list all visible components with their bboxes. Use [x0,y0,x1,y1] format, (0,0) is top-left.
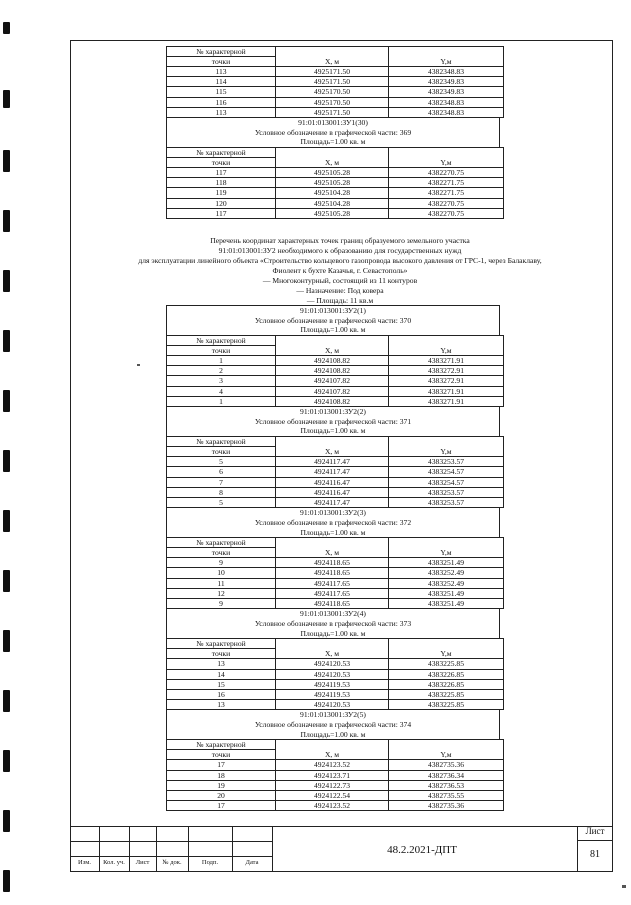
point-id: 115 [167,87,276,97]
table-row [167,396,504,406]
table-row [167,599,504,609]
table-row [167,188,504,198]
intro-line: Перечень координат характерных точек границ образуемого земельного участка [210,236,470,245]
table-row [167,467,504,477]
table-row [167,457,504,467]
table-row [167,477,504,487]
y-value: 4382271.75 [389,188,504,198]
y-value: 4382271.75 [389,178,504,188]
table-row [167,689,504,699]
contour-designation: Условное обозначение в графической части: 370 [254,315,412,325]
x-value: 4924117.65 [276,588,389,598]
parcel-description [120,236,560,306]
point-id: 11 [167,578,276,588]
y-header: Y,м [389,538,504,558]
point-header-2: точки [167,346,276,356]
coord-table [166,436,504,508]
y-value: 4383271.91 [389,356,504,366]
stamp-label-signature: Подп. [201,859,219,866]
x-value: 4924120.53 [276,669,389,679]
point-id: 13 [167,700,276,710]
contour-id: 91:01:013001:ЗУ2(5) [300,710,366,720]
stamp-grid-line [70,856,272,857]
point-header: № характерной [167,639,276,649]
x-value: 4924117.47 [276,467,389,477]
x-value: 4925105.28 [276,178,389,188]
stamp-label-docnum: № док. [162,859,182,866]
point-id: 114 [167,77,276,87]
y-header: Y,м [389,148,504,168]
table-row [167,67,504,77]
y-value: 4383253.57 [389,457,504,467]
x-value: 4925104.28 [276,198,389,208]
table-row [167,790,504,800]
y-value: 4383254.57 [389,467,504,477]
point-header: № характерной [167,740,276,750]
contour-tables [166,305,500,811]
y-value: 4383272.91 [389,376,504,386]
contour-area: Площадь=1.00 кв. м [300,628,366,638]
intro-line: Фиолент к бухте Казачья, г. Севастополь» [272,266,408,275]
point-header-2: точки [167,158,276,168]
x-value: 4924123.52 [276,760,389,770]
contour-caption [166,508,500,537]
x-value: 4924116.47 [276,487,389,497]
point-id: 20 [167,790,276,800]
x-value: 4924108.82 [276,396,389,406]
intro-line: для эксплуатации линейного объекта «Строительство кольцевого газопровода высокого давления от ГРС-1, через Балаклаву, [138,256,542,265]
contour-area: Площадь=1.00 кв. м [300,729,366,739]
intro-line: — Площадь: 11 кв.м [306,296,374,305]
table-row [167,97,504,107]
x-value: 4924122.54 [276,790,389,800]
x-value: 4924117.47 [276,497,389,507]
y-value: 4382270.75 [389,198,504,208]
point-header-2: точки [167,57,276,67]
point-id: 17 [167,801,276,811]
y-header: Y,м [389,47,504,67]
point-id: 13 [167,659,276,669]
y-value: 4382736.34 [389,770,504,780]
y-value: 4382735.55 [389,790,504,800]
sheet-number: 81 [590,849,600,860]
point-id: 2 [167,366,276,376]
table-row [167,87,504,97]
table-row [167,487,504,497]
table-row [167,578,504,588]
point-id: 15 [167,679,276,689]
x-value: 4924118.65 [276,568,389,578]
table-row [167,107,504,117]
y-value: 4383225.85 [389,700,504,710]
y-header: Y,м [389,437,504,457]
coord-table [166,46,504,118]
x-value: 4924123.52 [276,801,389,811]
x-value: 4924120.53 [276,659,389,669]
table-row [167,366,504,376]
y-value: 4383226.85 [389,669,504,679]
y-value: 4383251.49 [389,599,504,609]
point-id: 119 [167,188,276,198]
x-value: 4924123.71 [276,770,389,780]
x-value: 4924117.47 [276,457,389,467]
binder-mark [3,690,10,712]
point-id: 113 [167,107,276,117]
binder-mark [3,510,10,532]
coord-table [166,638,504,710]
point-id: 17 [167,760,276,770]
point-id: 7 [167,477,276,487]
sheet-label: Лист [585,826,605,836]
y-header: Y,м [389,740,504,760]
point-id: 9 [167,599,276,609]
x-value: 4924107.82 [276,386,389,396]
y-value: 4383251.49 [389,588,504,598]
y-value: 4382348.83 [389,67,504,77]
stamp-label-sheet: Лист [135,859,150,866]
x-header: X, м [276,437,389,457]
y-value: 4383252.49 [389,568,504,578]
x-value: 4924119.53 [276,689,389,699]
x-value: 4924118.65 [276,558,389,568]
table-row [167,178,504,188]
point-id: 14 [167,669,276,679]
y-value: 4382270.75 [389,168,504,178]
x-value: 4924108.82 [276,356,389,366]
contour-id: 91:01:013001:ЗУ1(30) [298,118,368,128]
table-row [167,679,504,689]
table-row [167,780,504,790]
binder-mark [3,22,10,34]
table-row [167,558,504,568]
binder-mark [3,270,10,292]
point-id: 19 [167,780,276,790]
x-value: 4924108.82 [276,366,389,376]
y-value: 4382735.36 [389,760,504,770]
point-header: № характерной [167,538,276,548]
x-header: X, м [276,148,389,168]
point-header: № характерной [167,437,276,447]
table-row [167,198,504,208]
y-value: 4382735.36 [389,801,504,811]
contour-caption [166,710,500,739]
point-id: 8 [167,487,276,497]
point-id: 113 [167,67,276,77]
point-id: 18 [167,770,276,780]
x-value: 4924107.82 [276,376,389,386]
x-value: 4924116.47 [276,477,389,487]
y-value: 4383271.91 [389,396,504,406]
y-header: Y,м [389,639,504,659]
contour-designation: Условное обозначение в графической части: 369 [254,127,412,137]
stamp-label-change: Изм. [78,859,91,866]
y-value: 4382348.83 [389,107,504,117]
contour-area: Площадь=1.00 кв. м [300,325,366,335]
y-value: 4383253.57 [389,487,504,497]
title-block [70,826,613,872]
contour-designation: Условное обозначение в графической части: 371 [254,416,412,426]
x-header: X, м [276,336,389,356]
binder-margin [0,0,20,905]
binder-mark [3,630,10,652]
contour-caption [166,306,500,335]
contour-id: 91:01:013001:ЗУ2(3) [300,508,366,518]
y-value: 4383254.57 [389,477,504,487]
x-value: 4925104.28 [276,188,389,198]
x-header: X, м [276,740,389,760]
table-row [167,700,504,710]
point-id: 1 [167,356,276,366]
y-value: 4383253.57 [389,497,504,507]
table-row [167,801,504,811]
contour-designation: Условное обозначение в графической части: 374 [254,720,412,729]
table-row [167,168,504,178]
x-header: X, м [276,639,389,659]
point-header-2: точки [167,750,276,760]
contour-designation: Условное обозначение в графической части: 373 [254,618,412,628]
point-header: № характерной [167,148,276,158]
y-header: Y,м [389,336,504,356]
contour-area: Площадь=1.00 кв. м [300,426,366,436]
table-row [167,208,504,218]
binder-mark [3,570,10,592]
x-value: 4925105.28 [276,168,389,178]
table-row [167,386,504,396]
x-value: 4924119.53 [276,679,389,689]
table-row [167,659,504,669]
x-header: X, м [276,538,389,558]
point-id: 12 [167,588,276,598]
point-id: 4 [167,386,276,396]
contour-id: 91:01:013001:ЗУ2(1) [300,306,366,315]
contour-area: Площадь=1.00 кв. м [300,527,366,537]
y-value: 4382348.83 [389,97,504,107]
table-row [167,356,504,366]
intro-line: 91:01:013001:ЗУ2 необходимого к образованию для государственных нужд [218,246,462,255]
binder-mark [3,870,10,892]
coord-table [166,739,504,811]
intro-line: — Многоконтурный, состоящий из 11 контуров [262,276,418,285]
table-row [167,588,504,598]
binder-mark [3,810,10,832]
point-id: 116 [167,97,276,107]
point-id: 5 [167,457,276,467]
point-id: 10 [167,568,276,578]
point-header: № характерной [167,47,276,57]
contour-designation: Условное обозначение в графической части: 372 [254,517,412,527]
point-id: 117 [167,168,276,178]
coord-table [166,147,504,219]
y-value: 4383272.91 [389,366,504,376]
table-row [167,770,504,780]
y-value: 4383226.85 [389,679,504,689]
x-value: 4924122.73 [276,780,389,790]
point-header-2: точки [167,548,276,558]
point-header: № характерной [167,336,276,346]
y-value: 4383271.91 [389,386,504,396]
table-row [167,760,504,770]
binder-mark [3,330,10,352]
intro-line: — Назначение: Под коверa [296,286,384,295]
binder-mark [3,90,10,108]
binder-mark [3,150,10,172]
y-value: 4382349.83 [389,87,504,97]
scan-speck [137,364,140,366]
table-row [167,669,504,679]
x-value: 4925170.50 [276,97,389,107]
point-id: 9 [167,558,276,568]
y-value: 4383225.85 [389,659,504,669]
table-row [167,568,504,578]
point-id: 16 [167,689,276,699]
x-value: 4925170.50 [276,87,389,97]
x-value: 4925105.28 [276,208,389,218]
y-value: 4382736.53 [389,780,504,790]
point-header-2: точки [167,447,276,457]
y-value: 4383225.85 [389,689,504,699]
document-code: 48.2.2021-ДПТ [387,844,457,856]
x-value: 4924117.65 [276,578,389,588]
binder-mark [3,210,10,232]
stamp-grid-line [70,841,272,842]
binder-mark [3,390,10,412]
table-row [167,376,504,386]
point-id: 120 [167,198,276,208]
point-id: 118 [167,178,276,188]
contour-caption [166,609,500,638]
y-value: 4382270.75 [389,208,504,218]
binder-mark [3,450,10,472]
scan-speck [622,885,626,888]
y-value: 4383251.49 [389,558,504,568]
x-value: 4924118.65 [276,599,389,609]
contour-caption [166,118,500,147]
contour-area: Площадь=1.00 кв. м [300,137,366,147]
point-id: 1 [167,396,276,406]
point-id: 3 [167,376,276,386]
x-value: 4925171.50 [276,67,389,77]
point-id: 117 [167,208,276,218]
binder-mark [3,750,10,772]
table-row [167,497,504,507]
point-id: 6 [167,467,276,477]
x-value: 4924120.53 [276,700,389,710]
coord-table [166,335,504,407]
point-id: 5 [167,497,276,507]
contour-id: 91:01:013001:ЗУ2(2) [300,407,366,417]
coord-table [166,537,504,609]
table-row [167,77,504,87]
contour-caption [166,407,500,436]
y-value: 4383252.49 [389,578,504,588]
point-header-2: точки [167,649,276,659]
x-header: X, м [276,47,389,67]
x-value: 4925171.50 [276,107,389,117]
y-value: 4382349.83 [389,77,504,87]
stamp-label-date: Дата [245,859,259,866]
stamp-label-count: Кол. уч. [103,859,125,866]
contour-id: 91:01:013001:ЗУ2(4) [300,609,366,619]
x-value: 4925171.50 [276,77,389,87]
top-tables [166,46,500,219]
